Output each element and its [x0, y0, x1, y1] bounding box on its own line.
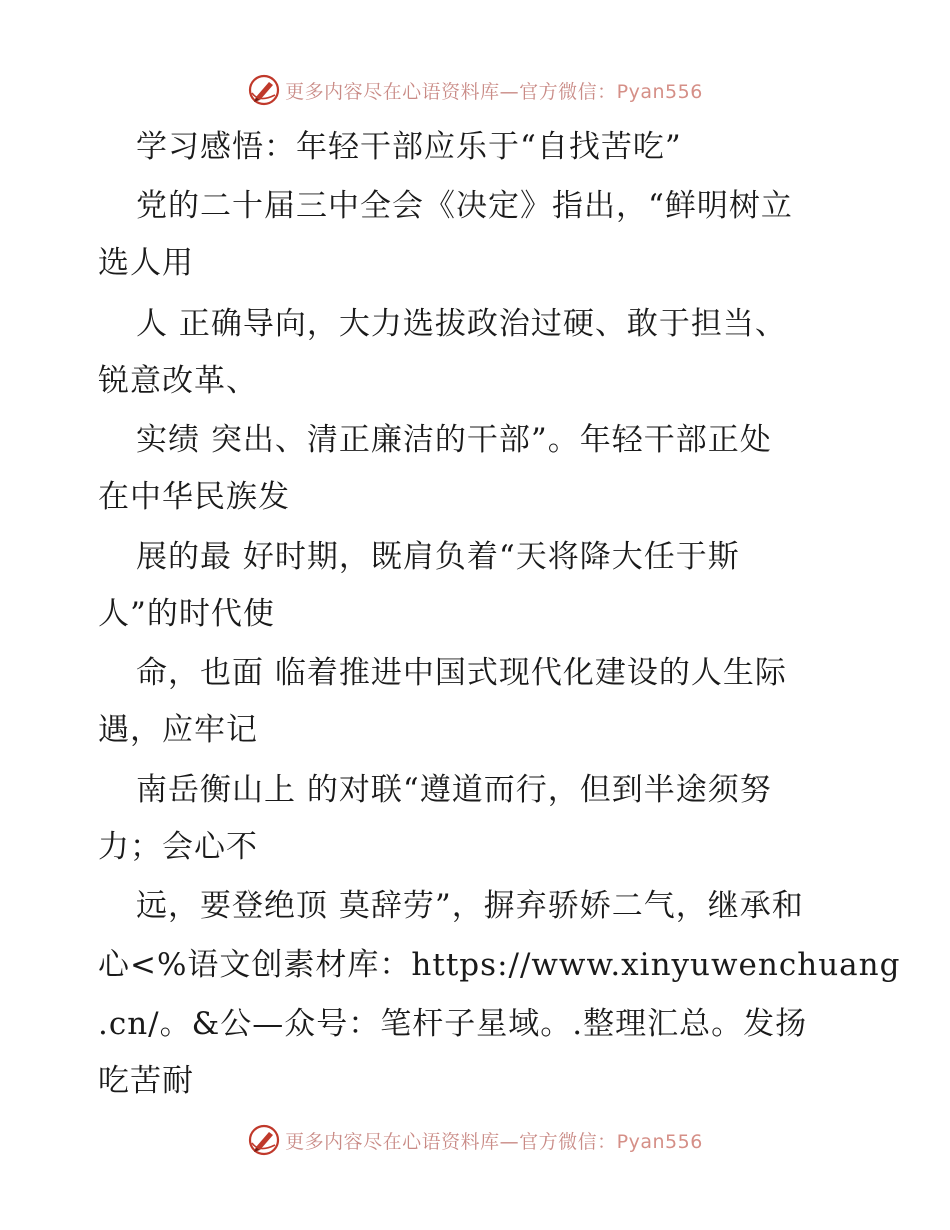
doc-line: 远，要登绝顶 莫辞劳”，摒弃骄娇二气，继承和 [136, 888, 804, 924]
footer-watermark-handle: Pyan556 [616, 1130, 703, 1153]
doc-line: 遇，应牢记 [98, 712, 258, 748]
doc-line-source-note: 心<%语文创素材库：https://www.xinyuwenchuang [98, 947, 901, 983]
doc-line: 人 正确导向，大力选拔政治过硬、敢于担当、 [136, 306, 787, 342]
header-watermark-text: 更多内容尽在心语资料库—官方微信：Pyan556 [285, 80, 703, 103]
doc-title: 学习感悟：年轻干部应乐于“自找苦吃” [136, 129, 682, 165]
header-watermark-banner [0, 70, 950, 110]
footer-watermark-banner [0, 1120, 950, 1160]
doc-line: 人”的时代使 [98, 596, 275, 632]
header-watermark-handle: Pyan556 [616, 80, 703, 103]
doc-line: 命，也面 临着推进中国式现代化建设的人生际 [136, 655, 787, 691]
doc-line: 在中华民族发 [98, 479, 290, 515]
doc-line: 选人用 [98, 245, 194, 281]
doc-line: 展的最 好时期，既肩负着“天将降大任于斯 [136, 539, 740, 575]
doc-line: 实绩 突出、清正廉洁的干部”。年轻干部正处 [136, 422, 772, 458]
doc-line: 锐意改革、 [98, 363, 258, 399]
doc-line: 南岳衡山上 的对联“遵道而行，但到半途须努 [136, 772, 772, 808]
doc-line: 吃苦耐 [98, 1063, 194, 1099]
doc-line: 党的二十届三中全会《决定》指出，“鲜明树立 [136, 188, 793, 224]
pen-logo-icon [247, 73, 281, 107]
doc-line: .cn/。&公—众号：笔杆子星域。.整理汇总。发扬 [98, 1006, 808, 1042]
pen-logo-icon [247, 1123, 281, 1157]
doc-line: 力；会心不 [98, 829, 258, 865]
footer-watermark-text: 更多内容尽在心语资料库—官方微信：Pyan556 [285, 1130, 703, 1153]
